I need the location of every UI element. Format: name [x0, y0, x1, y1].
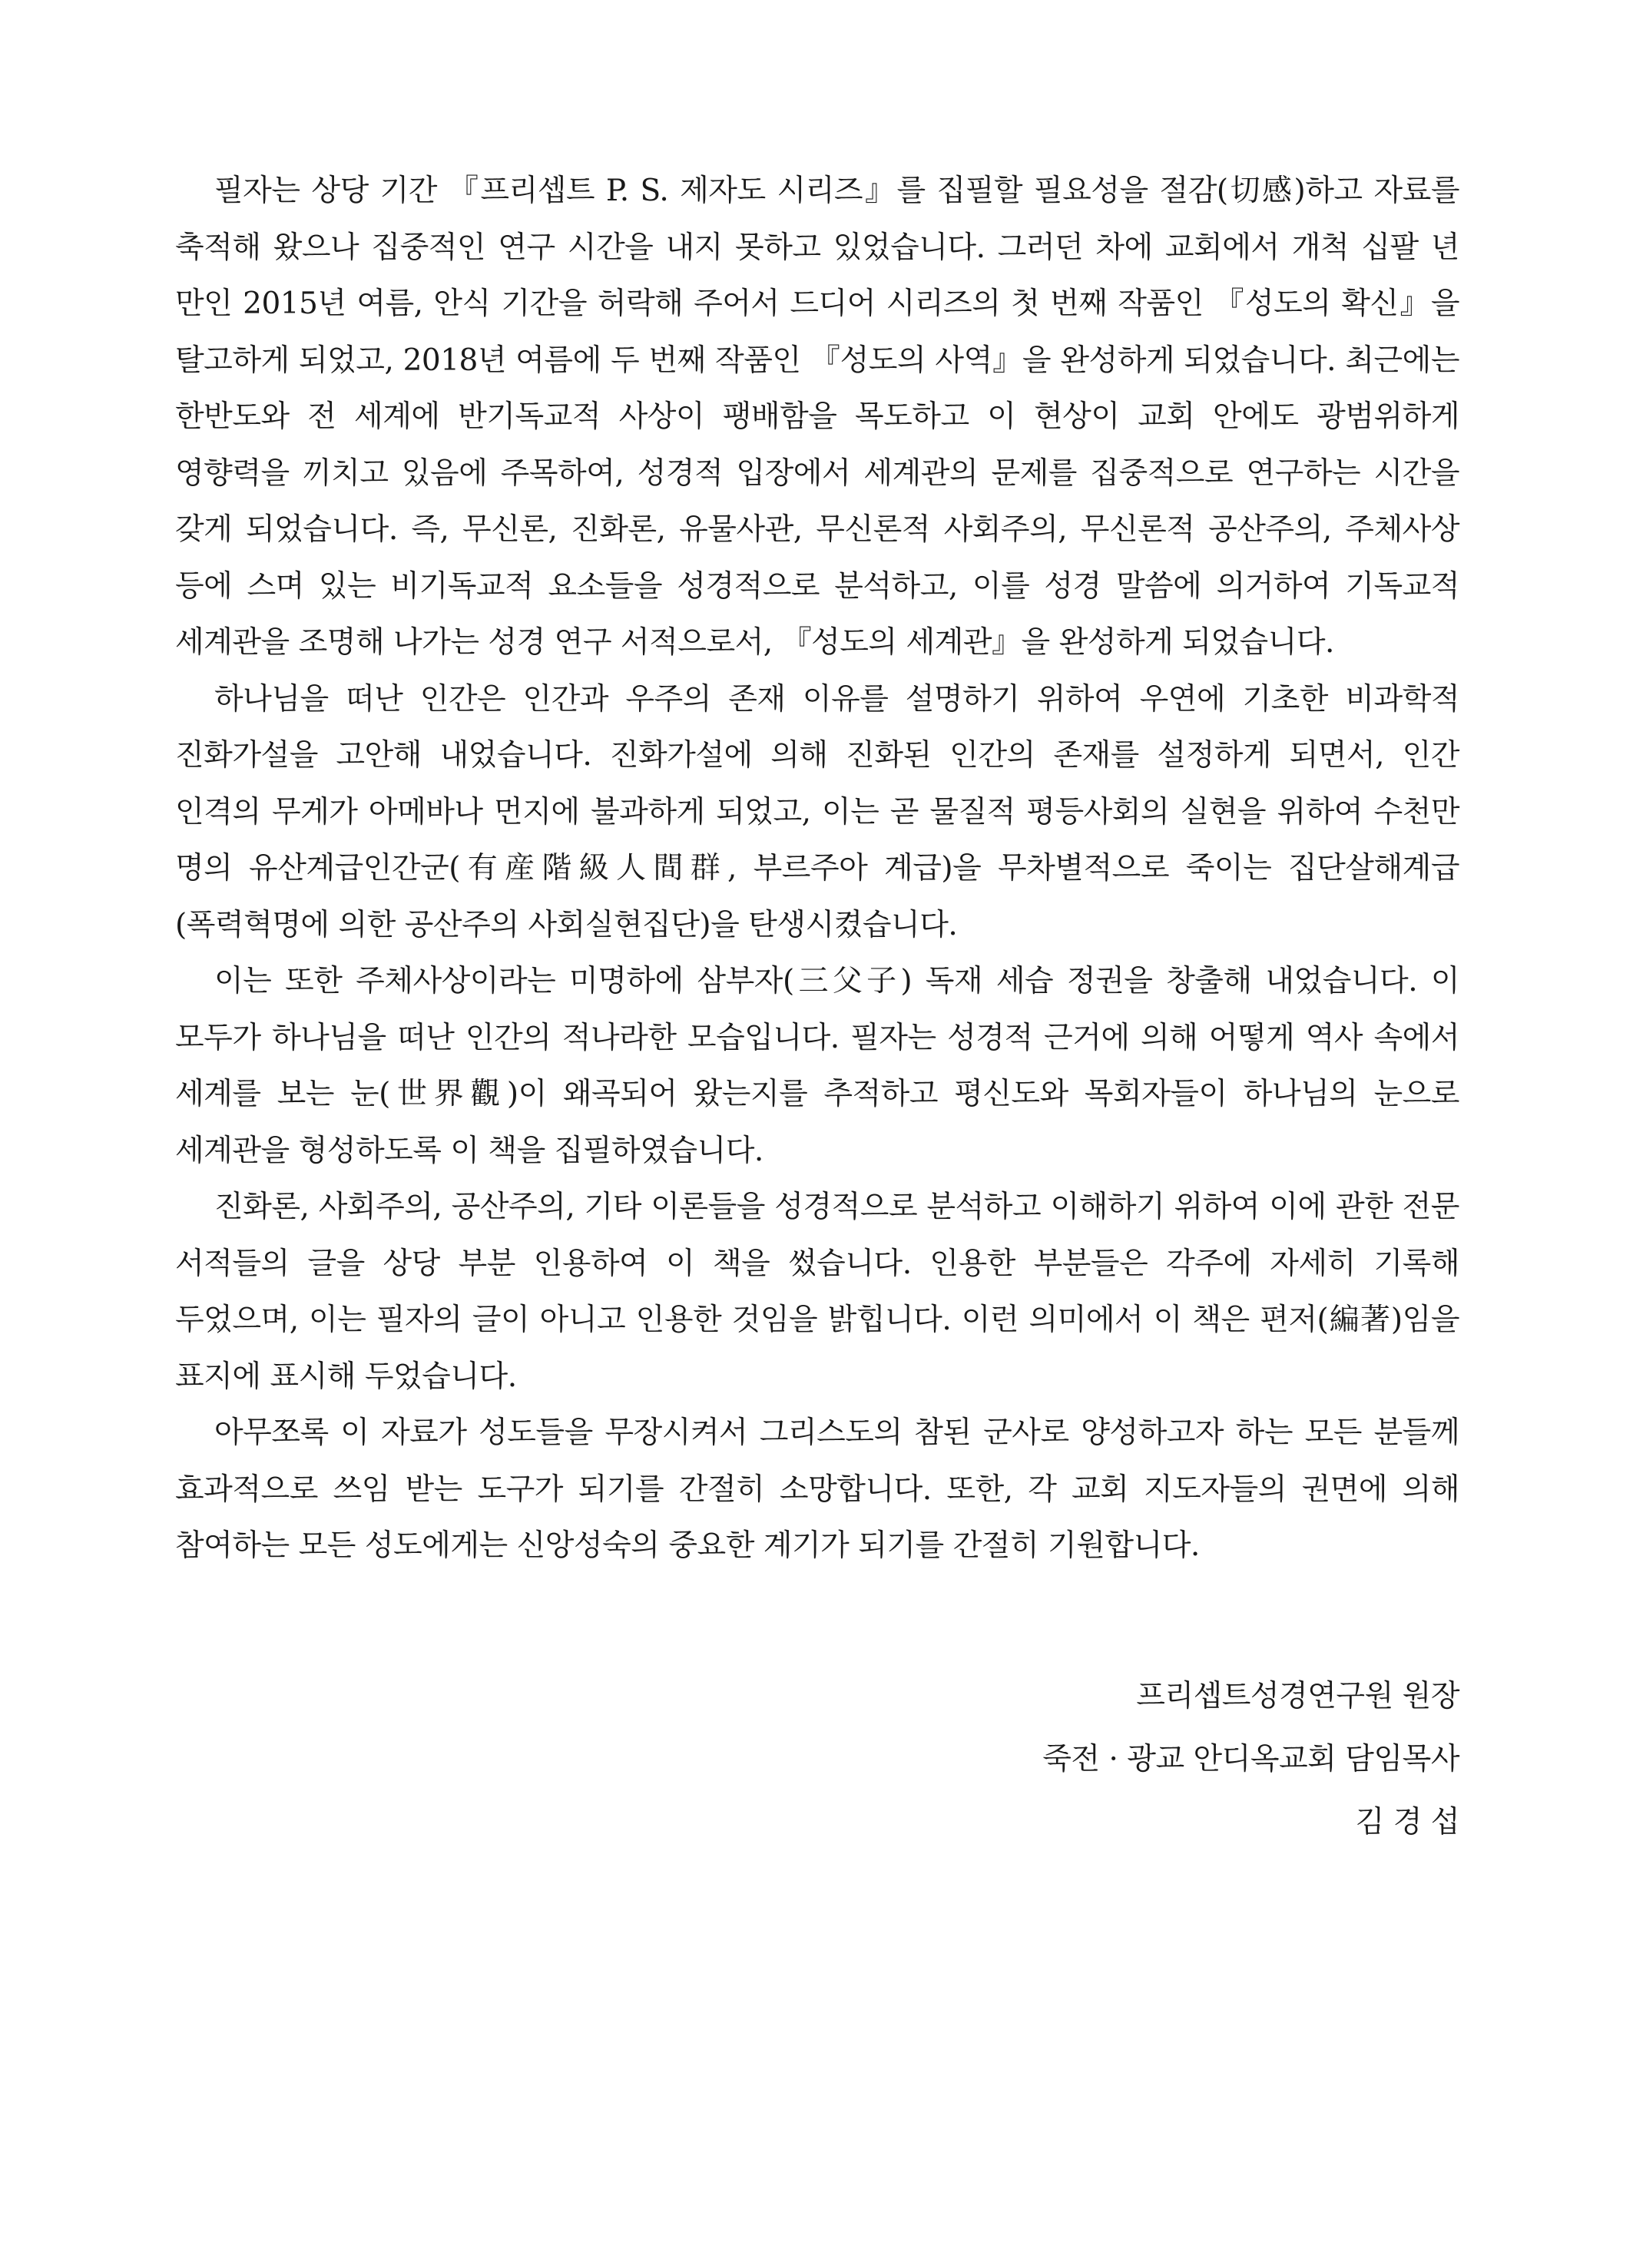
- author-affiliation: 죽전 · 광교 안디옥교회 담임목사: [1042, 1742, 1459, 1776]
- author-name: 김 경 섭: [1355, 1805, 1459, 1839]
- author-signature: [1042, 1665, 1459, 1854]
- paragraph-1: 필자는 상당 기간 『프리셉트 P. S. 제자도 시리즈』를 집필할 필요성을 절감(切感)하고 자료를 축적해 왔으나 집중적인 연구 시간을 내지 못하고 있었습니다. 그러던 차에 교회에서 개척 십팔 년 만인 2015년 여름, 안식 기간을 허락해 주어서 드디어 시리즈의 첫 번째 작품인 『성도의 확신』을 탈고하게 되었고, 2018년 여름에 두 번째 작품인 『성도의 사역』을 완성하게 되었습니다. 최근에는 한반도와 전 세계에 반기독교적 사상이 팽배함을 목도하고 이 현상이 교회 안에도 광범위하게 영향력을 끼치고 있음에 주목하여, 성경적 입장에서 세계관의 문제를 집중적으로 연구하는 시간을 갖게 되었습니다. 즉, 무신론, 진화론, 유물사관, 무신론적 사회주의, 무신론적 공산주의, 주체사상 등에 스며 있는 비기독교적 요소들을 성경적으로 분석하고, 이를 성경 말씀에 의거하여 기독교적 세계관을 조명해 나가는 성경 연구 서적으로서, 『성도의 세계관』을 완성하게 되었습니다.: [175, 174, 1459, 660]
- paragraph-4: 진화론, 사회주의, 공산주의, 기타 이론들을 성경적으로 분석하고 이해하기 위하여 이에 관한 전문 서적들의 글을 상당 부분 인용하여 이 책을 썼습니다. 인용한 부분들은 각주에 자세히 기록해 두었으며, 이는 필자의 글이 아니고 인용한 것임을 밝힙니다. 이런 의미에서 이 책은 편저(編著)임을 표지에 표시해 두었습니다.: [175, 1190, 1459, 1394]
- preface-body: [175, 163, 1459, 1574]
- paragraph-3: 이는 또한 주체사상이라는 미명하에 삼부자(三父子) 독재 세습 정권을 창출해 내었습니다. 이 모두가 하나님을 떠난 인간의 적나라한 모습입니다. 필자는 성경적 근거에 의해 어떻게 역사 속에서 세계를 보는 눈(世界觀)이 왜곡되어 왔는지를 추적하고 평신도와 목회자들이 하나님의 눈으로 세계관을 형성하도록 이 책을 집필하였습니다.: [175, 964, 1459, 1168]
- paragraph-5: 아무쪼록 이 자료가 성도들을 무장시켜서 그리스도의 참된 군사로 양성하고자 하는 모든 분들께 효과적으로 쓰임 받는 도구가 되기를 간절히 소망합니다. 또한, 각 교회 지도자들의 권면에 의해 참여하는 모든 성도에게는 신앙성숙의 중요한 계기가 되기를 간절히 기원합니다.: [175, 1415, 1459, 1563]
- author-title: 프리셉트성경연구원 원장: [1136, 1679, 1459, 1713]
- paragraph-2: 하나님을 떠난 인간은 인간과 우주의 존재 이유를 설명하기 위하여 우연에 기초한 비과학적 진화가설을 고안해 내었습니다. 진화가설에 의해 진화된 인간의 존재를 설정하게 되면서, 인간 인격의 무게가 아메바나 먼지에 불과하게 되었고, 이는 곧 물질적 평등사회의 실현을 위하여 수천만 명의 유산계급인간군(有産階級人間群, 부르주아 계급)을 무차별적으로 죽이는 집단살해계급(폭력혁명에 의한 공산주의 사회실현집단)을 탄생시켰습니다.: [175, 681, 1459, 942]
